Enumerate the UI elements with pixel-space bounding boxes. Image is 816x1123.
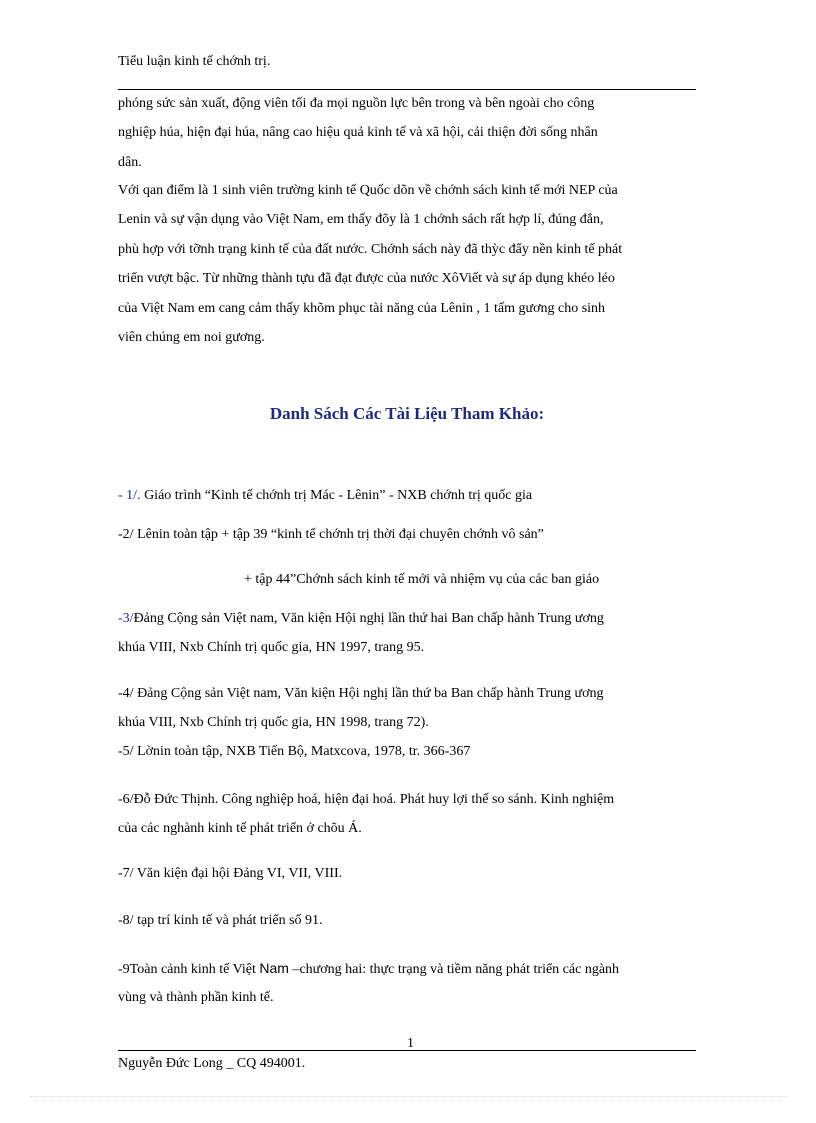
reference-text: Đỗ Đức Thịnh. Công nghiệp hoá, hiện đại hoá. Phát huy lợi thế so sánh. Kinh nghiệm bbox=[133, 792, 615, 807]
reference-number: - 1/. bbox=[118, 488, 141, 503]
page-number: 1 bbox=[407, 1036, 414, 1051]
reference-text-sans: Nam bbox=[259, 960, 289, 976]
text-line: viên chúng em noi gương. bbox=[118, 330, 265, 346]
reference-text: –chương hai: thực trạng và tiềm năng phát triển các ngành bbox=[288, 962, 620, 977]
reference-text: khúa VIII, Nxb Chính trị quốc gia, HN 1997, trang 95. bbox=[118, 640, 425, 655]
reference-text: của các nghành kinh tế phát triển ở chõu Á. bbox=[118, 821, 362, 836]
reference-text: khúa VIII, Nxb Chính trị quốc gia, HN 1998, trang 72). bbox=[118, 715, 429, 730]
reference-item-9 bbox=[118, 954, 708, 984]
text-line: triển vượt bậc. Từ những thành tựu đã đạt được của nước XôViết và sự áp dụng khéo léo bbox=[118, 271, 615, 287]
paragraph-conclusion-continued bbox=[118, 89, 708, 177]
reference-text: vùng và thành phần kinh tế. bbox=[118, 990, 274, 1005]
reference-item-9-continued bbox=[118, 983, 708, 1012]
reference-text: Toàn cảnh kinh tế Việt bbox=[129, 962, 260, 977]
reference-text: Lờnin toàn tập, NXB Tiến Bộ, Matxcova, 1978, tr. 366-367 bbox=[133, 744, 471, 759]
reference-item-4 bbox=[118, 679, 708, 708]
text-line: phù hợp với tỡnh trạng kinh tế của đất nước. Chớnh sách này đã thỳc đẩy nền kinh tế phát bbox=[118, 241, 623, 257]
reference-item-6-continued bbox=[118, 814, 708, 843]
reference-text: Văn kiện đại hội Đảng VI, VII, VIII. bbox=[133, 866, 343, 881]
reference-number: -3/ bbox=[118, 611, 134, 626]
reference-text: Giáo trình “Kinh tế chớnh trị Mác - Lênin” - NXB chớnh trị quốc gia bbox=[140, 488, 533, 503]
reference-text: tạp trí kinh tế và phát triển số 91. bbox=[133, 913, 323, 928]
reference-item-5 bbox=[118, 737, 708, 766]
reference-item-8 bbox=[118, 906, 708, 935]
text-line: của Việt Nam em cang cảm thấy khõm phục tài năng của Lênin , 1 tấm gương cho sinh bbox=[118, 300, 606, 316]
text-line: Với qan điểm là 1 sinh viên trường kinh tế Quốc dõn về chớnh sách kinh tế mới NEP của bbox=[118, 183, 618, 198]
running-footer: Nguyễn Đức Long _ CQ 494001. bbox=[118, 1056, 306, 1071]
running-header: Tiểu luận kinh tế chớnh trị. bbox=[118, 54, 271, 69]
text-line: Lenin và sự vận dụng vào Việt Nam, em thấy đõy là 1 chớnh sách rất hợp lí, đúng đắn, bbox=[118, 212, 604, 228]
reference-number: -2/ bbox=[118, 527, 134, 542]
reference-item-7 bbox=[118, 859, 708, 888]
reference-item-4-continued bbox=[118, 708, 708, 737]
reference-text: Lênin toàn tập + tập 39 “kinh tế chớnh trị thời đại chuyên chớnh vô sản” bbox=[133, 527, 544, 542]
reference-number: -8/ bbox=[118, 913, 134, 928]
reference-item-1 bbox=[118, 481, 708, 510]
reference-number: -6/ bbox=[118, 792, 134, 807]
reference-text: Đảng Cộng sản Việt nam, Văn kiện Hội nghị lần thứ hai Ban chấp hành Trung ương bbox=[133, 611, 604, 626]
reference-number: -7/ bbox=[118, 866, 134, 881]
reference-text: Đảng Cộng sản Việt nam, Văn kiện Hội nghị lần thứ ba Ban chấp hành Trung ương bbox=[133, 686, 604, 701]
reference-number: -9 bbox=[118, 962, 130, 977]
page-bottom-edge bbox=[30, 1096, 786, 1097]
reference-number: -5/ bbox=[118, 744, 134, 759]
text-line: nghiệp húa, hiện đại húa, nâng cao hiệu quả kinh tế và xã hội, cải thiện đời sống nhân bbox=[118, 125, 598, 141]
paragraph-opinion bbox=[118, 176, 708, 352]
reference-number: -4/ bbox=[118, 686, 134, 701]
reference-item-6 bbox=[118, 785, 708, 814]
reference-item-2 bbox=[118, 520, 708, 549]
reference-item-2-continued bbox=[244, 565, 816, 594]
references-heading: Danh Sách Các Tài Liệu Tham Khảo: bbox=[269, 404, 545, 423]
reference-item-3-continued bbox=[118, 633, 708, 662]
text-line: dân. bbox=[118, 154, 142, 170]
text-line: phóng sức sản xuất, động viên tối đa mọi nguồn lực bên trong và bên ngoài cho công bbox=[118, 96, 595, 111]
reference-item-3 bbox=[118, 604, 708, 633]
reference-text: + tập 44”Chớnh sách kinh tế mới và nhiệm vụ của các ban giáo bbox=[244, 572, 600, 587]
footer-rule bbox=[118, 1050, 696, 1051]
